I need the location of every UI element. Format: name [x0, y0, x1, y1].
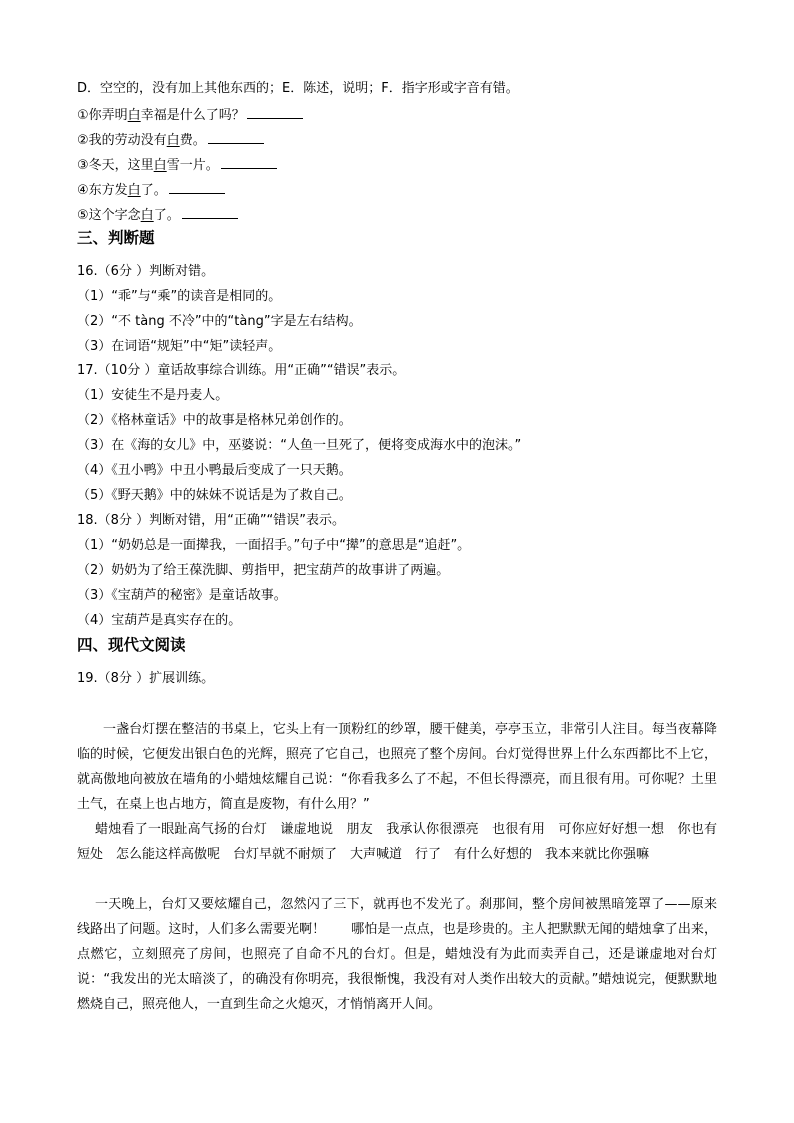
item-text-after: 了。	[140, 183, 167, 198]
q16-header: 16.（6分 ）判断对错。	[77, 264, 215, 279]
q18-header: 18.（8分 ）判断对错，用“正确”“错误”表示。	[77, 513, 346, 528]
underlined-character: 白	[153, 158, 167, 173]
answer-blank[interactable]	[169, 180, 225, 194]
q15-item-2	[77, 130, 264, 150]
item-text-before: 冬天，这里	[88, 158, 154, 173]
item-number: ②	[77, 133, 89, 148]
q16-item-3: （3）在词语“规矩”中“矩”读轻声。	[77, 339, 282, 354]
passage-paragraph-1: 一盏台灯摆在整洁的书桌上，它头上有一顶粉红的纱罩，腰干健美，亭亭玉立，非常引人注目。每当夜幕降临的时候，它便发出银白色的光辉，照亮了它自己，也照亮了整个房间。台灯觉得世界上什么东西都比不上它，就高傲地向被放在墙角的小蜡烛炫耀自己说：“你看我多么了不起，不但长得漂亮，而且很有用。可你呢？土里土气，在桌上也占地方，简直是废物，有什么用？”	[77, 722, 717, 812]
q17-item-1: （1）安徒生不是丹麦人。	[77, 388, 229, 403]
passage-paragraph-2: 蜡烛看了一眼趾高气扬的台灯 谦虚地说 朋友 我承认你很漂亮 也很有用 可你应好好想一想 你也有短处 怎么能这样高傲呢 台灯早就不耐烦了 大声喊道 行了 有什么好想的 我本来就比你强嘛	[77, 822, 717, 862]
item-text-after: 费。	[179, 133, 206, 148]
underlined-character: 白	[166, 133, 180, 148]
answer-blank[interactable]	[247, 105, 303, 119]
item-text-before: 你弄明	[88, 108, 128, 123]
item-number: ①	[77, 108, 89, 123]
item-text-after: 雪一片。	[166, 158, 219, 173]
q16-item-2: （2）“不 tàng 不冷”中的“tàng”字是左右结构。	[77, 314, 362, 329]
q18-item-3: （3）《宝葫芦的秘密》是童话故事。	[77, 588, 287, 603]
q19-header: 19.（8分 ）扩展训练。	[77, 671, 215, 686]
underlined-character: 白	[140, 208, 154, 223]
answer-blank[interactable]	[208, 130, 264, 144]
q18-item-1: （1）“奶奶总是一面撵我，一面招手。”句子中“撵”的意思是“追赶”。	[77, 538, 471, 553]
q15-options: D．空空的，没有加上其他东西的；E．陈述，说明；F．指字形或字音有错。	[77, 81, 519, 96]
q18-item-4: （4）宝葫芦是真实存在的。	[77, 613, 242, 628]
q17-item-2: （2）《格林童话》中的故事是格林兄弟创作的。	[77, 413, 352, 428]
q15-item-3	[77, 155, 277, 175]
item-text-after: 了。	[153, 208, 180, 223]
q17-item-4: （4）《丑小鸭》中丑小鸭最后变成了一只天鹅。	[77, 463, 352, 478]
answer-blank[interactable]	[182, 205, 238, 219]
q17-item-3: （3）在《海的女儿》中，巫婆说：“人鱼一旦死了，便将变成海水中的泡沫。”	[77, 438, 522, 453]
item-text-before: 我的劳动没有	[88, 133, 167, 148]
item-number: ④	[77, 183, 89, 198]
q15-item-1	[77, 105, 303, 125]
section-3-title: 三、判断题	[77, 229, 155, 247]
item-text-before: 东方发	[88, 183, 128, 198]
q16-item-1: （1）“乖”与“乘”的读音是相同的。	[77, 289, 282, 304]
q18-item-2: （2）奶奶为了给王葆洗脚、剪指甲，把宝葫芦的故事讲了两遍。	[77, 563, 450, 578]
q15-item-5	[77, 205, 238, 225]
section-4-title: 四、现代文阅读	[77, 636, 186, 654]
q15-item-4	[77, 180, 225, 200]
underlined-character: 白	[127, 183, 141, 198]
passage-paragraph-3: 一天晚上，台灯又要炫耀自己，忽然闪了三下，就再也不发光了。刹那间，整个房间被黑暗笼罩了——原来线路出了问题。这时，人们多么需要光啊！ 哪怕是一点点，也是珍贵的。主人把默默无闻的蜡烛拿了出来，点燃它，立刻照亮了房间，也照亮了自命不凡的台灯。但是，蜡烛没有为此而卖弄自己，还是谦虚地对台灯说：“我发出的光太暗淡了，的确没有你明亮，我很惭愧，我没有对人类作出较大的贡献。”蜡烛说完，便默默地燃烧自己，照亮他人，一直到生命之火熄灭，才悄悄离开人间。	[77, 897, 717, 1012]
item-number: ⑤	[77, 208, 89, 223]
item-text-after: 幸福是什么了吗？	[140, 108, 245, 123]
q17-item-5: （5）《野天鹅》中的妹妹不说话是为了救自己。	[77, 488, 352, 503]
answer-blank[interactable]	[221, 155, 277, 169]
item-number: ③	[77, 158, 89, 173]
item-text-before: 这个字念	[88, 208, 141, 223]
underlined-character: 白	[127, 108, 141, 123]
q17-header: 17.（10分 ）童话故事综合训练。用“正确”“错误”表示。	[77, 363, 406, 378]
